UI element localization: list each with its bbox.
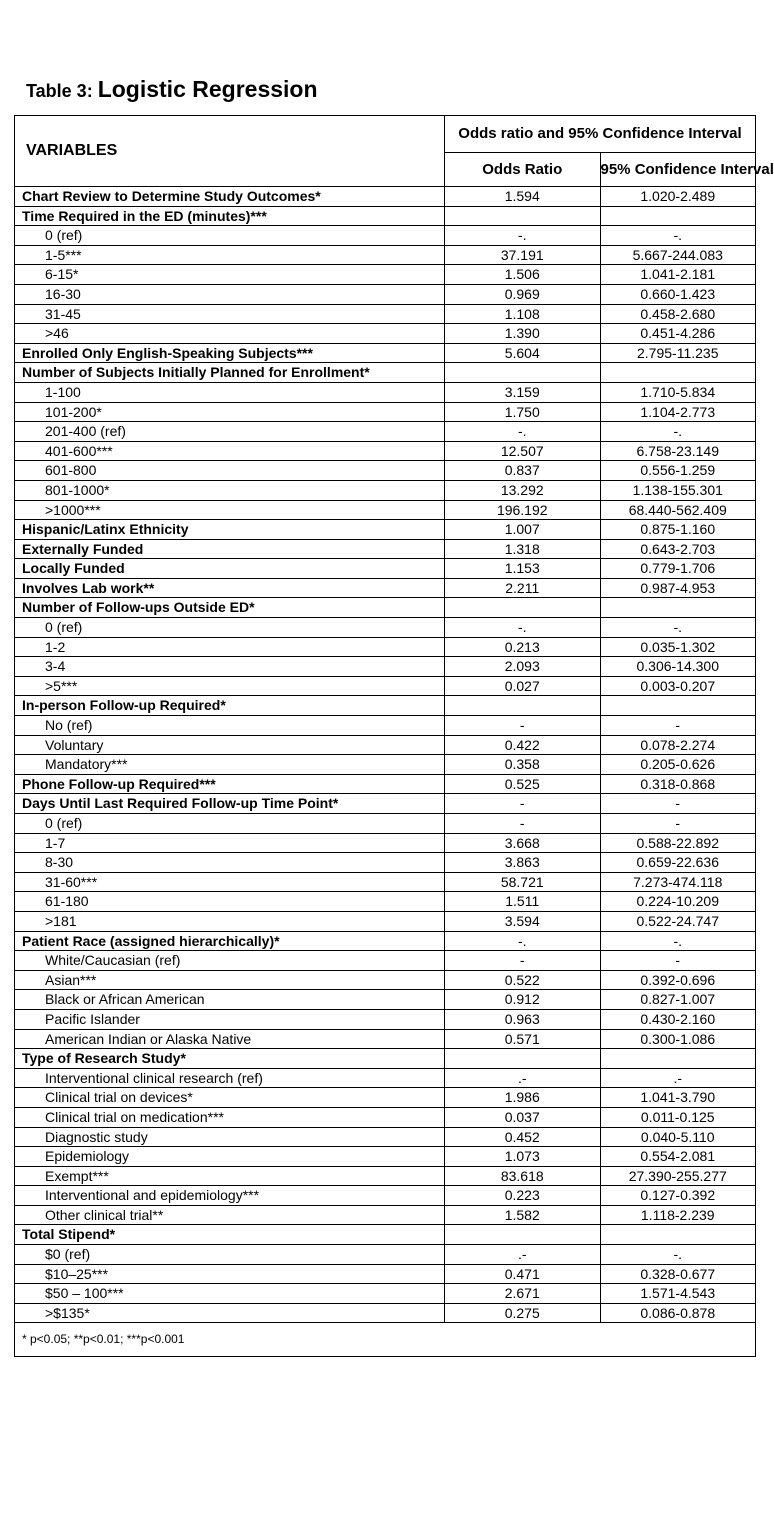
variable-cell: 6-15* bbox=[15, 265, 445, 285]
ci-cell: 0.522-24.747 bbox=[600, 911, 756, 931]
variable-cell: In-person Follow-up Required* bbox=[15, 696, 445, 716]
variable-cell: Pacific Islander bbox=[15, 1009, 445, 1029]
variable-cell: No (ref) bbox=[15, 716, 445, 736]
ci-cell: 1.138-155.301 bbox=[600, 480, 756, 500]
ci-cell: 0.205-0.626 bbox=[600, 755, 756, 775]
odds-ratio-cell: 196.192 bbox=[445, 500, 601, 520]
variable-cell: Mandatory*** bbox=[15, 755, 445, 775]
ci-cell: 0.430-2.160 bbox=[600, 1009, 756, 1029]
ci-cell: 0.224-10.209 bbox=[600, 892, 756, 912]
variable-cell: Type of Research Study* bbox=[15, 1049, 445, 1069]
ci-cell: 68.440-562.409 bbox=[600, 500, 756, 520]
variable-cell: Black or African American bbox=[15, 990, 445, 1010]
variable-cell: Diagnostic study bbox=[15, 1127, 445, 1147]
ci-cell: - bbox=[600, 951, 756, 971]
variable-cell: Time Required in the ED (minutes)*** bbox=[15, 206, 445, 226]
odds-ratio-cell: 1.511 bbox=[445, 892, 601, 912]
variable-cell: 1-2 bbox=[15, 637, 445, 657]
variable-cell: Days Until Last Required Follow-up Time Point* bbox=[15, 794, 445, 814]
ci-cell: 1.710-5.834 bbox=[600, 382, 756, 402]
regression-table bbox=[14, 115, 774, 1357]
ci-cell: .- bbox=[600, 1068, 756, 1088]
table-row bbox=[15, 187, 756, 207]
ci-cell: 0.554-2.081 bbox=[600, 1147, 756, 1167]
odds-ratio-header: Odds Ratio bbox=[445, 153, 601, 187]
odds-ratio-cell: -. bbox=[445, 422, 601, 442]
ci-cell: 6.758-23.149 bbox=[600, 441, 756, 461]
variable-cell: >46 bbox=[15, 324, 445, 344]
ci-cell: 0.040-5.110 bbox=[600, 1127, 756, 1147]
ci-cell: -. bbox=[600, 226, 756, 246]
table-row bbox=[15, 226, 756, 246]
variable-cell: $10–25*** bbox=[15, 1264, 445, 1284]
ci-cell: 0.660-1.423 bbox=[600, 284, 756, 304]
table-title-text: Logistic Regression bbox=[97, 76, 318, 102]
table-row bbox=[15, 265, 756, 285]
odds-ratio-cell bbox=[445, 696, 601, 716]
table-row bbox=[15, 382, 756, 402]
variable-cell: 401-600*** bbox=[15, 441, 445, 461]
ci-cell: - bbox=[600, 814, 756, 834]
ci-cell: 1.020-2.489 bbox=[600, 187, 756, 207]
odds-ratio-cell: 5.604 bbox=[445, 343, 601, 363]
variable-cell: >5*** bbox=[15, 676, 445, 696]
ci-cell: 0.086-0.878 bbox=[600, 1303, 756, 1323]
odds-ratio-cell: 0.452 bbox=[445, 1127, 601, 1147]
variable-cell: White/Caucasian (ref) bbox=[15, 951, 445, 971]
variable-cell: >$135* bbox=[15, 1303, 445, 1323]
table-row bbox=[15, 1284, 756, 1304]
variable-cell: 0 (ref) bbox=[15, 226, 445, 246]
odds-ratio-cell: 0.358 bbox=[445, 755, 601, 775]
table-row bbox=[15, 598, 756, 618]
table-row bbox=[15, 618, 756, 638]
variable-cell: 31-60*** bbox=[15, 872, 445, 892]
table-row bbox=[15, 363, 756, 383]
ci-cell: 1.041-3.790 bbox=[600, 1088, 756, 1108]
table-row bbox=[15, 1068, 756, 1088]
table-row bbox=[15, 794, 756, 814]
odds-ratio-cell bbox=[445, 363, 601, 383]
table-row bbox=[15, 990, 756, 1010]
variable-cell: 0 (ref) bbox=[15, 618, 445, 638]
odds-ratio-cell: 3.594 bbox=[445, 911, 601, 931]
table-row bbox=[15, 853, 756, 873]
table-row bbox=[15, 696, 756, 716]
table-row bbox=[15, 1303, 756, 1323]
table-row bbox=[15, 539, 756, 559]
variable-cell: Interventional clinical research (ref) bbox=[15, 1068, 445, 1088]
variable-cell: Clinical trial on devices* bbox=[15, 1088, 445, 1108]
ci-cell: 0.306-14.300 bbox=[600, 657, 756, 677]
footnote-row bbox=[15, 1323, 756, 1357]
odds-ratio-cell: 37.191 bbox=[445, 245, 601, 265]
table-row bbox=[15, 755, 756, 775]
odds-ratio-cell: 0.027 bbox=[445, 676, 601, 696]
odds-ratio-cell: 1.506 bbox=[445, 265, 601, 285]
variable-cell: Locally Funded bbox=[15, 559, 445, 579]
variable-cell: Phone Follow-up Required*** bbox=[15, 774, 445, 794]
table-row bbox=[15, 1088, 756, 1108]
ci-cell: 1.041-2.181 bbox=[600, 265, 756, 285]
ci-cell: 7.273-474.118 bbox=[600, 872, 756, 892]
ci-cell bbox=[600, 696, 756, 716]
odds-ratio-cell: 1.153 bbox=[445, 559, 601, 579]
table-row bbox=[15, 657, 756, 677]
table-row bbox=[15, 1245, 756, 1265]
ci-cell: 0.127-0.392 bbox=[600, 1186, 756, 1206]
ci-cell: 1.104-2.773 bbox=[600, 402, 756, 422]
odds-ratio-cell: 3.863 bbox=[445, 853, 601, 873]
table-row bbox=[15, 1127, 756, 1147]
odds-ratio-cell bbox=[445, 598, 601, 618]
table-row bbox=[15, 578, 756, 598]
ci-cell bbox=[600, 363, 756, 383]
ci-cell: 0.392-0.696 bbox=[600, 970, 756, 990]
odds-ratio-cell bbox=[445, 206, 601, 226]
ci-cell: 0.035-1.302 bbox=[600, 637, 756, 657]
ci-cell: - bbox=[600, 794, 756, 814]
ci-cell: -. bbox=[600, 931, 756, 951]
ci-cell: 0.003-0.207 bbox=[600, 676, 756, 696]
ci-cell: 2.795-11.235 bbox=[600, 343, 756, 363]
variable-cell: Patient Race (assigned hierarchically)* bbox=[15, 931, 445, 951]
odds-ratio-cell: 1.594 bbox=[445, 187, 601, 207]
group-header: Odds ratio and 95% Confidence Interval bbox=[445, 116, 756, 153]
ci-cell: 1.118-2.239 bbox=[600, 1205, 756, 1225]
table-row bbox=[15, 500, 756, 520]
odds-ratio-cell: 0.969 bbox=[445, 284, 601, 304]
variable-cell: >181 bbox=[15, 911, 445, 931]
ci-cell: 0.875-1.160 bbox=[600, 520, 756, 540]
ci-cell: 0.318-0.868 bbox=[600, 774, 756, 794]
ci-cell: 1.571-4.543 bbox=[600, 1284, 756, 1304]
variable-cell: Number of Subjects Initially Planned for Enrollment* bbox=[15, 363, 445, 383]
variable-cell: Asian*** bbox=[15, 970, 445, 990]
variable-cell: Interventional and epidemiology*** bbox=[15, 1186, 445, 1206]
variable-cell: 801-1000* bbox=[15, 480, 445, 500]
table-row bbox=[15, 872, 756, 892]
ci-header: 95% Confidence Interval bbox=[600, 153, 756, 187]
variable-cell: 16-30 bbox=[15, 284, 445, 304]
odds-ratio-cell: 1.318 bbox=[445, 539, 601, 559]
odds-ratio-cell: 13.292 bbox=[445, 480, 601, 500]
variable-cell: 201-400 (ref) bbox=[15, 422, 445, 442]
header-row-1 bbox=[15, 116, 756, 153]
table-row bbox=[15, 245, 756, 265]
table-row bbox=[15, 402, 756, 422]
variable-cell: Externally Funded bbox=[15, 539, 445, 559]
ci-cell: 0.011-0.125 bbox=[600, 1107, 756, 1127]
table-row bbox=[15, 461, 756, 481]
variable-cell: Involves Lab work** bbox=[15, 578, 445, 598]
variable-cell: 1-5*** bbox=[15, 245, 445, 265]
ci-cell: 0.458-2.680 bbox=[600, 304, 756, 324]
ci-cell: -. bbox=[600, 422, 756, 442]
odds-ratio-cell: 2.093 bbox=[445, 657, 601, 677]
table-row bbox=[15, 716, 756, 736]
table-row bbox=[15, 970, 756, 990]
odds-ratio-cell: 0.837 bbox=[445, 461, 601, 481]
table-row bbox=[15, 1264, 756, 1284]
odds-ratio-cell: 12.507 bbox=[445, 441, 601, 461]
odds-ratio-cell: 0.422 bbox=[445, 735, 601, 755]
table-row bbox=[15, 911, 756, 931]
odds-ratio-cell: 83.618 bbox=[445, 1166, 601, 1186]
odds-ratio-cell: .- bbox=[445, 1068, 601, 1088]
variable-cell: Epidemiology bbox=[15, 1147, 445, 1167]
odds-ratio-cell: 2.671 bbox=[445, 1284, 601, 1304]
variable-cell: Hispanic/Latinx Ethnicity bbox=[15, 520, 445, 540]
ci-cell: 0.328-0.677 bbox=[600, 1264, 756, 1284]
variable-cell: 1-7 bbox=[15, 833, 445, 853]
variable-cell: >1000*** bbox=[15, 500, 445, 520]
ci-cell: 5.667-244.083 bbox=[600, 245, 756, 265]
ci-cell: 0.078-2.274 bbox=[600, 735, 756, 755]
odds-ratio-cell: 0.223 bbox=[445, 1186, 601, 1206]
ci-cell: 0.659-22.636 bbox=[600, 853, 756, 873]
ci-cell: 0.588-22.892 bbox=[600, 833, 756, 853]
table-row bbox=[15, 637, 756, 657]
odds-ratio-cell: 0.037 bbox=[445, 1107, 601, 1127]
table-row bbox=[15, 441, 756, 461]
table-row bbox=[15, 774, 756, 794]
odds-ratio-cell: 2.211 bbox=[445, 578, 601, 598]
variable-cell: Chart Review to Determine Study Outcomes* bbox=[15, 187, 445, 207]
table-row bbox=[15, 951, 756, 971]
odds-ratio-cell: 0.275 bbox=[445, 1303, 601, 1323]
ci-cell bbox=[600, 1049, 756, 1069]
table-row bbox=[15, 931, 756, 951]
ci-cell bbox=[600, 206, 756, 226]
table-row bbox=[15, 1225, 756, 1245]
ci-cell: 0.779-1.706 bbox=[600, 559, 756, 579]
odds-ratio-cell: 0.525 bbox=[445, 774, 601, 794]
odds-ratio-cell: 0.522 bbox=[445, 970, 601, 990]
ci-cell: - bbox=[600, 716, 756, 736]
regression-table-body bbox=[15, 116, 774, 1357]
ci-cell: 0.827-1.007 bbox=[600, 990, 756, 1010]
odds-ratio-cell bbox=[445, 1225, 601, 1245]
ci-cell bbox=[600, 598, 756, 618]
ci-cell: -. bbox=[600, 618, 756, 638]
odds-ratio-cell: - bbox=[445, 814, 601, 834]
variable-cell: Voluntary bbox=[15, 735, 445, 755]
table-row bbox=[15, 814, 756, 834]
odds-ratio-cell: -. bbox=[445, 618, 601, 638]
odds-ratio-cell: .- bbox=[445, 1245, 601, 1265]
table-row bbox=[15, 284, 756, 304]
variable-cell: Other clinical trial** bbox=[15, 1205, 445, 1225]
odds-ratio-cell: 1.108 bbox=[445, 304, 601, 324]
ci-cell: 0.556-1.259 bbox=[600, 461, 756, 481]
odds-ratio-cell: 1.750 bbox=[445, 402, 601, 422]
ci-cell: -. bbox=[600, 1245, 756, 1265]
variable-cell: 0 (ref) bbox=[15, 814, 445, 834]
table-row bbox=[15, 206, 756, 226]
variable-cell: 61-180 bbox=[15, 892, 445, 912]
variable-cell: 8-30 bbox=[15, 853, 445, 873]
footnote: * p<0.05; **p<0.01; ***p<0.001 bbox=[15, 1323, 756, 1357]
odds-ratio-cell: 3.159 bbox=[445, 382, 601, 402]
ci-cell: 0.300-1.086 bbox=[600, 1029, 756, 1049]
variable-cell: 601-800 bbox=[15, 461, 445, 481]
variable-cell: Enrolled Only English-Speaking Subjects*** bbox=[15, 343, 445, 363]
odds-ratio-cell: - bbox=[445, 794, 601, 814]
odds-ratio-cell: 0.471 bbox=[445, 1264, 601, 1284]
table-row bbox=[15, 1009, 756, 1029]
table-row bbox=[15, 892, 756, 912]
table-row bbox=[15, 833, 756, 853]
variable-cell: Total Stipend* bbox=[15, 1225, 445, 1245]
variable-cell: 1-100 bbox=[15, 382, 445, 402]
odds-ratio-cell: -. bbox=[445, 931, 601, 951]
variable-cell: Clinical trial on medication*** bbox=[15, 1107, 445, 1127]
variable-cell: Exempt*** bbox=[15, 1166, 445, 1186]
odds-ratio-cell: 1.582 bbox=[445, 1205, 601, 1225]
table-row bbox=[15, 676, 756, 696]
table-row bbox=[15, 422, 756, 442]
odds-ratio-cell: 1.390 bbox=[445, 324, 601, 344]
ci-cell bbox=[600, 1225, 756, 1245]
odds-ratio-cell: 3.668 bbox=[445, 833, 601, 853]
table-row bbox=[15, 1186, 756, 1206]
odds-ratio-cell: -. bbox=[445, 226, 601, 246]
table-row bbox=[15, 1107, 756, 1127]
table-row bbox=[15, 1205, 756, 1225]
odds-ratio-cell: 1.007 bbox=[445, 520, 601, 540]
ci-cell: 0.987-4.953 bbox=[600, 578, 756, 598]
variable-cell: 31-45 bbox=[15, 304, 445, 324]
table-row bbox=[15, 343, 756, 363]
odds-ratio-cell: 1.073 bbox=[445, 1147, 601, 1167]
odds-ratio-cell: 58.721 bbox=[445, 872, 601, 892]
odds-ratio-cell: 1.986 bbox=[445, 1088, 601, 1108]
variable-cell: 101-200* bbox=[15, 402, 445, 422]
odds-ratio-cell bbox=[445, 1049, 601, 1069]
variable-cell: American Indian or Alaska Native bbox=[15, 1029, 445, 1049]
odds-ratio-cell: - bbox=[445, 716, 601, 736]
table-row bbox=[15, 1049, 756, 1069]
ci-cell: 0.643-2.703 bbox=[600, 539, 756, 559]
variable-cell: $50 – 100*** bbox=[15, 1284, 445, 1304]
odds-ratio-cell: - bbox=[445, 951, 601, 971]
table-row bbox=[15, 480, 756, 500]
table-row bbox=[15, 324, 756, 344]
odds-ratio-cell: 0.912 bbox=[445, 990, 601, 1010]
odds-ratio-cell: 0.571 bbox=[445, 1029, 601, 1049]
table-title bbox=[26, 76, 318, 103]
table-row bbox=[15, 735, 756, 755]
ci-cell: 0.451-4.286 bbox=[600, 324, 756, 344]
variable-cell: Number of Follow-ups Outside ED* bbox=[15, 598, 445, 618]
table-row bbox=[15, 559, 756, 579]
variable-cell: 3-4 bbox=[15, 657, 445, 677]
odds-ratio-cell: 0.213 bbox=[445, 637, 601, 657]
table-row bbox=[15, 304, 756, 324]
table-row bbox=[15, 520, 756, 540]
variable-cell: $0 (ref) bbox=[15, 1245, 445, 1265]
variables-header: VARIABLES bbox=[15, 116, 445, 187]
table-number: Table 3: bbox=[26, 81, 98, 101]
table-row bbox=[15, 1029, 756, 1049]
ci-cell: 27.390-255.277 bbox=[600, 1166, 756, 1186]
table-row bbox=[15, 1166, 756, 1186]
odds-ratio-cell: 0.963 bbox=[445, 1009, 601, 1029]
table-row bbox=[15, 1147, 756, 1167]
